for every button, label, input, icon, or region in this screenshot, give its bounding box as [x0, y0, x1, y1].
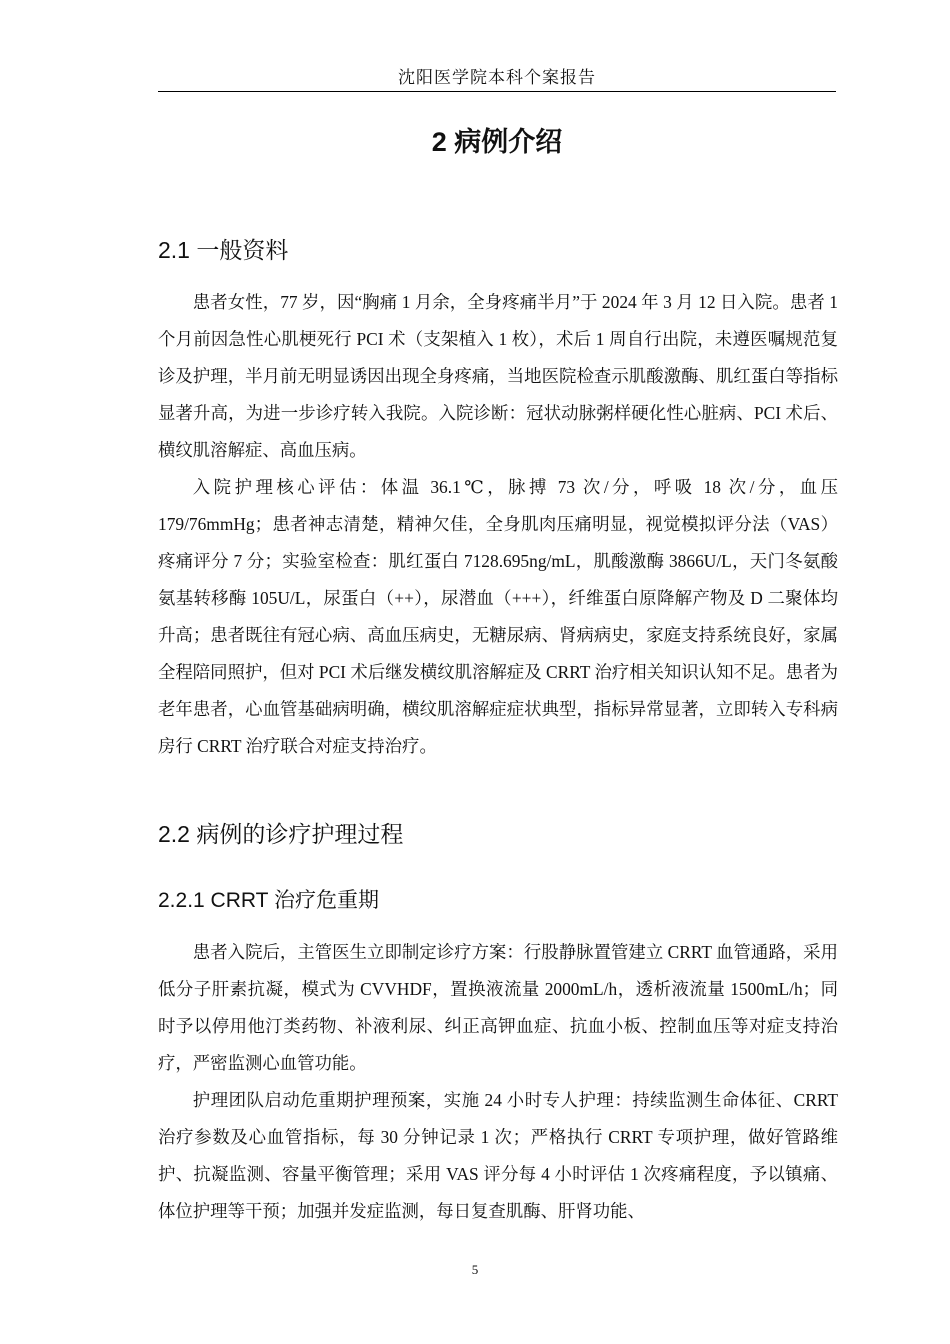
paragraph-admission-assessment: 入院护理核心评估：体温 36.1℃，脉搏 73 次/分，呼吸 18 次/分，血压 179/76mmHg；患者神志清楚，精神欠佳，全身肌肉压痛明显，视觉模拟评分法（VAS）疼痛评分 7 分；实验室检查：肌红蛋白 7128.695ng/mL，肌酸激酶 3866U/L，天门冬氨酸氨基转移酶 105U/L，尿蛋白（++），尿潜血（+++），纤维蛋白原降解产物及 D 二聚体均升高；患者既往有冠心病、高血压病史，无糖尿病、肾病病史，家庭支持系统良好，家属全程陪同照护，但对 PCI 术后继发横纹肌溶解症及 CRRT 治疗相关知识认知不足。患者为老年患者，心血管基础病明确，横纹肌溶解症症状典型，指标异常显著，立即转入专科病房行 CRRT 治疗联合对症支持治疗。 [158, 477, 838, 756]
chapter-title: 2 病例介绍 [431, 127, 563, 157]
paragraph-crrt-treatment: 患者入院后，主管医生立即制定诊疗方案：行股静脉置管建立 CRRT 血管通路，采用低分子肝素抗凝，模式为 CVVHDF，置换液流量 2000mL/h，透析液流量 1500mL/h；同时予以停用他汀类药物、补液利尿、纠正高钾血症、抗血小板、控制血压等对症支持治疗，严密监测心血管功能。 [158, 942, 838, 1073]
section-heading-2-1: 2.1 一般资料 [158, 237, 289, 263]
section-heading-2-2-1: 2.2.1 CRRT 治疗危重期 [158, 889, 379, 912]
paragraph-general-info: 患者女性，77 岁，因“胸痛 1 月余，全身疼痛半月”于 2024 年 3 月 12 日入院。患者 1 个月前因急性心肌梗死行 PCI 术（支架植入 1 枚），术后 1 周自行出院，未遵医嘱规范复诊及护理，半月前无明显诱因出现全身疼痛，当地医院检查示肌酸激酶、肌红蛋白等指标显著升高，为进一步诊疗转入我院。入院诊断：冠状动脉粥样硬化性心脏病、PCI 术后、横纹肌溶解症、高血压病。 [158, 292, 838, 460]
paragraph-nursing-plan: 护理团队启动危重期护理预案，实施 24 小时专人护理：持续监测生命体征、CRRT 治疗参数及心血管指标，每 30 分钟记录 1 次；严格执行 CRRT 专项护理，做好管路维护、抗凝监测、容量平衡管理；采用 VAS 评分每 4 小时评估 1 次疼痛程度，予以镇痛、体位护理等干预；加强并发症监测，每日复查肌酶、肝肾功能、 [158, 1090, 838, 1221]
section-heading-2-2: 2.2 病例的诊疗护理过程 [158, 821, 404, 847]
page-number: 5 [471, 1262, 479, 1277]
running-header: 沈阳医学院本科个案报告 [158, 64, 836, 92]
